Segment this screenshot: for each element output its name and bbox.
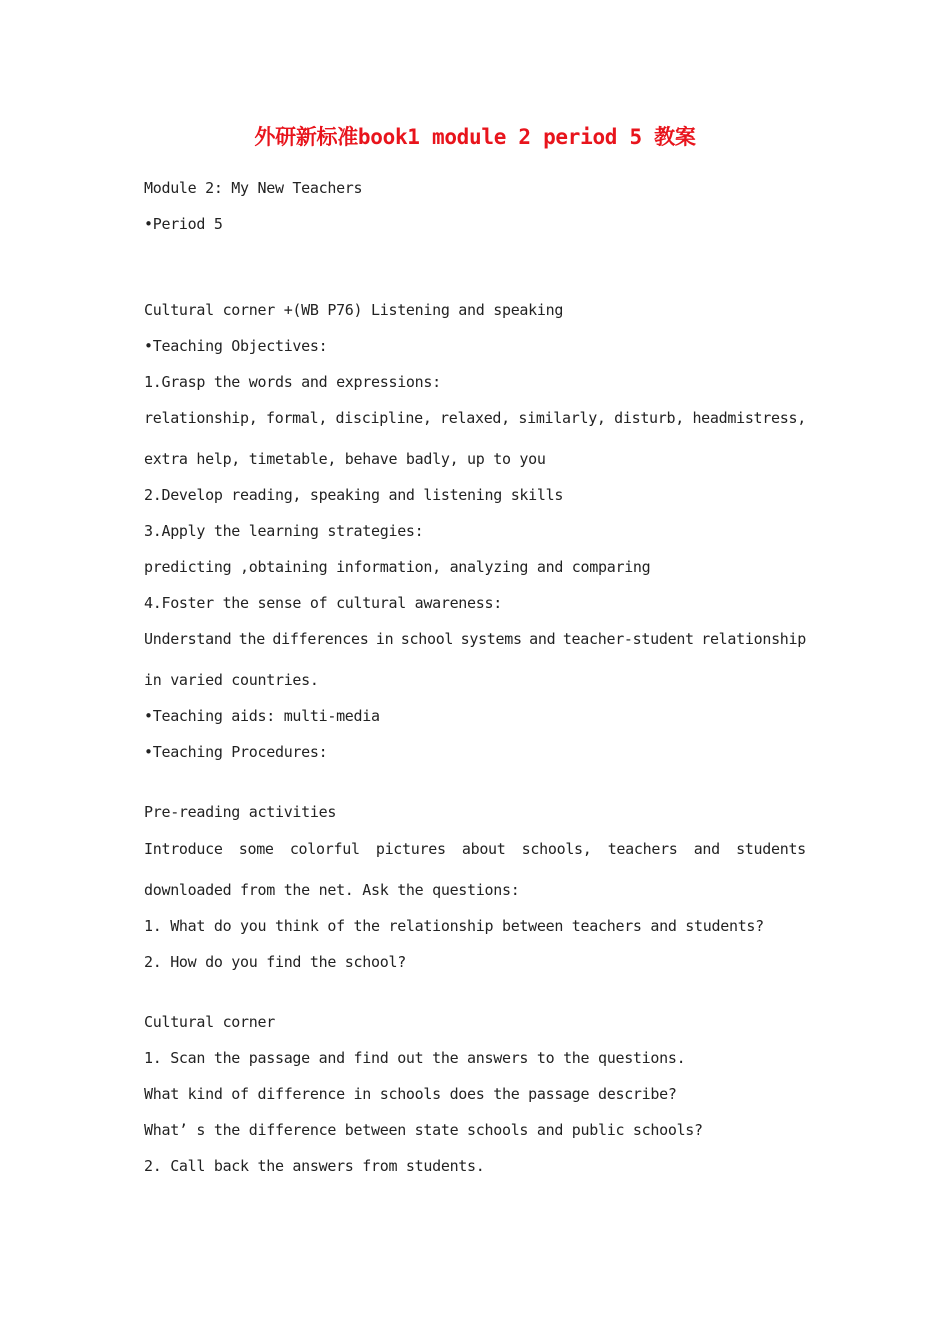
strategies-line: predicting ,obtaining information, analyzing and comparing [144, 558, 651, 576]
word: teacher-student [562, 630, 694, 648]
document-title: 外研新标准book1 module 2 period 5 教案 [254, 125, 696, 149]
cultural-corner-heading: Cultural corner +(WB P76) Listening and speaking [144, 301, 564, 319]
teaching-aids: •Teaching aids: multi-media [144, 707, 380, 725]
word: pictures [375, 840, 446, 858]
word: discipline, [335, 409, 432, 427]
objective-4: 4.Foster the sense of cultural awareness: [144, 594, 502, 612]
cultural-step-2: 2. Call back the answers from students. [144, 1157, 485, 1175]
word: the [238, 630, 265, 648]
word: relationship, [144, 409, 258, 427]
cultural-question-2: What’ s the difference between state schools and public schools? [144, 1121, 703, 1139]
words-line-1 [144, 408, 806, 428]
word: similarly, [518, 409, 606, 427]
word: some [238, 840, 274, 858]
word: systems [460, 630, 522, 648]
objectives-heading: •Teaching Objectives: [144, 337, 328, 355]
word: Understand [144, 630, 232, 648]
word: differences [272, 630, 369, 648]
pre-reading-heading: Pre-reading activities [144, 803, 337, 821]
teaching-procedures: •Teaching Procedures: [144, 743, 328, 761]
word: about [461, 840, 506, 858]
intro-line-1 [144, 839, 806, 859]
objective-3: 3.Apply the learning strategies: [144, 522, 424, 540]
word: headmistress, [692, 409, 806, 427]
cultural-question-1: What kind of difference in schools does the passage describe? [144, 1085, 677, 1103]
word: relaxed, [440, 409, 510, 427]
word: formal, [265, 409, 328, 427]
word: Introduce [144, 840, 223, 858]
period-line: •Period 5 [144, 215, 223, 233]
word: colorful [289, 840, 360, 858]
word: school [400, 630, 454, 648]
word: disturb, [614, 409, 684, 427]
question-2: 2. How do you find the school? [144, 953, 406, 971]
cultural-corner-subheading: Cultural corner [144, 1013, 275, 1031]
word: teachers [607, 840, 678, 858]
word: and [529, 630, 556, 648]
module-line: Module 2: My New Teachers [144, 179, 363, 197]
words-line-2: extra help, timetable, behave badly, up to you [144, 450, 546, 468]
intro-line-2: downloaded from the net. Ask the questions: [144, 881, 520, 899]
word: in [375, 630, 394, 648]
understand-line-1 [144, 629, 806, 649]
cultural-step-1: 1. Scan the passage and find out the answers to the questions. [144, 1049, 686, 1067]
word: relationship [701, 630, 806, 648]
word: students [736, 840, 806, 858]
question-1: 1. What do you think of the relationship between teachers and students? [144, 917, 764, 935]
word: schools, [521, 840, 592, 858]
objective-1: 1.Grasp the words and expressions: [144, 373, 441, 391]
word: and [693, 840, 720, 858]
understand-line-2: in varied countries. [144, 671, 319, 689]
objective-2: 2.Develop reading, speaking and listening skills [144, 486, 564, 504]
